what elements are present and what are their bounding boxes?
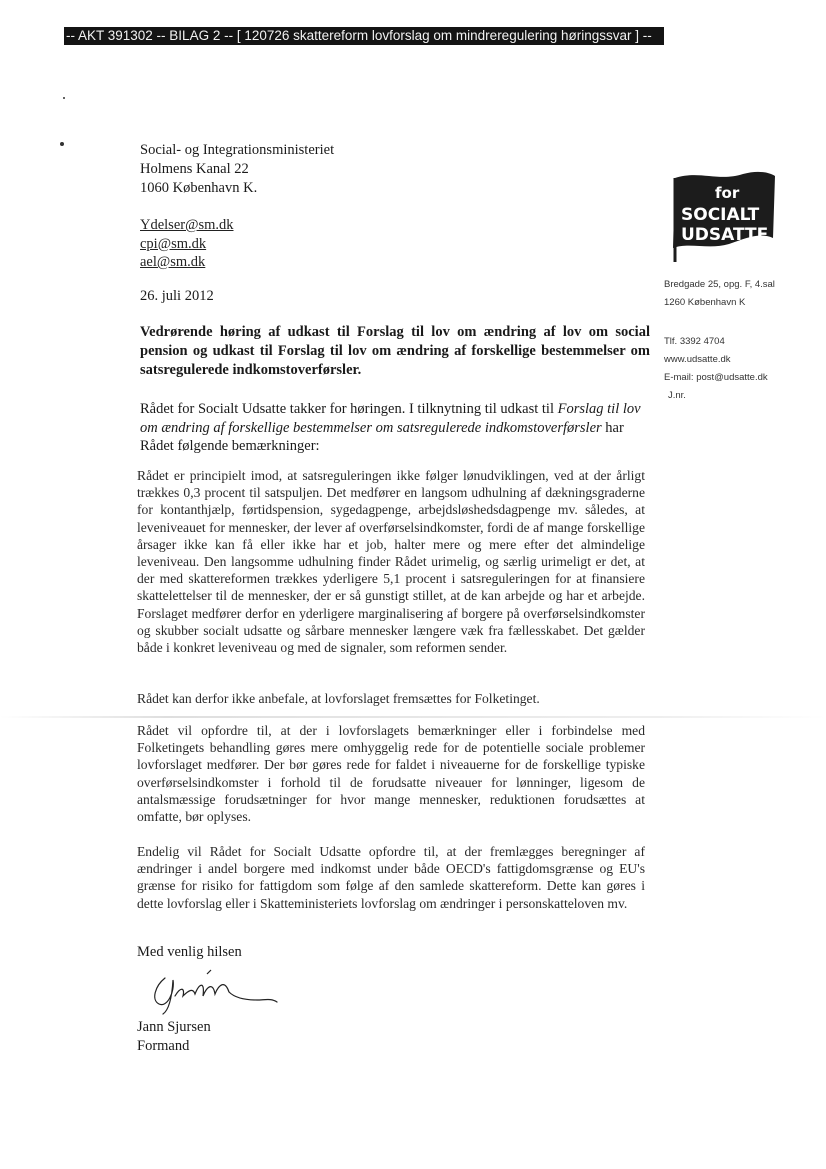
letter-subject: Vedrørende høring af udkast til Forslag til lov om ændring af lov om social pension og udkast til Forslag til lov om ændring af forskellige bestemmelser om satsregulerede indkomstoverførsler. [140,324,650,378]
socialt-udsatte-logo [669,168,779,264]
signer-title: Formand [137,1038,190,1054]
logo-word-for: for [715,184,740,202]
sender-city: 1260 København K [664,297,746,308]
logo-word-udsatte: UDSATTE [681,225,769,245]
sender-contact [664,333,768,405]
document-reference-banner: -- AKT 391302 -- BILAG 2 -- [ 120726 skattereform lovforslag om mindreregulering høringssvar ] -- [64,27,664,45]
recipient-street: Holmens Kanal 22 [140,161,249,177]
sender-email[interactable]: E-mail: post@udsatte.dk [664,372,768,383]
signer-name: Jann Sjursen [137,1019,211,1035]
closing-salutation: Med venlig hilsen [137,944,242,960]
intro-text: Rådet for Socialt Udsatte takker for høringen. I tilknytning til udkast til [140,401,558,417]
sender-street: Bredgade 25, opg. F, 4.sal [664,279,775,290]
sender-ref: J.nr. [668,390,686,401]
sender-web[interactable]: www.udsatte.dk [664,354,731,365]
recipient-address [140,141,334,198]
body-paragraph: Rådet er principielt imod, at satsreguleringen ikke følger lønudviklingen, ved at der årligt trækkes 0,3 procent til satspuljen. Det medfører en langsom udhulning af dækningsgraderne for kontanthjælp, førtidspension, sygedagpenge, arbejdsløshedsdagpenge mv. således, at leveniveauet for mennesker, der lever af overførselsindkomster, fordi de af mange forskellige årsager ikke kan få eller ikke har et job, halter mere og mere efter det almindelige leveniveau. Den langsomme udhulning finder Rådet urimelig, og særlig urimeligt er det, at der med skattereformen trækkes yderligere 5,1 procent i satsreguleringen for at finansiere skattelettelser til de mennesker, der er så gunstigt stillet, at de kan arbejde og har et arbejde. Forslaget medfører derfor en yderligere marginalisering af borgere på overførselsindkomster og skubber socialt udsatte og sårbare mennesker længere væk fra fællesskabet. Det gælder både i konkret leveniveau og med de signaler, som reformen sender. [137,468,645,656]
handwritten-signature [145,966,285,1016]
email-link[interactable]: Ydelser@sm.dk [140,217,234,233]
sender-address [664,276,775,312]
letter-date: 26. juli 2012 [140,288,214,304]
body-paragraph: Rådet vil opfordre til, at der i lovforslagets bemærkninger eller i forbindelse med Folketingets behandling gøres mere omhyggelig rede for de potentielle sociale problemer lovforslaget medfører. Der bør gøres rede for faldet i niveauerne for de forskellige typiske overførselsindkomster i forhold til de forudsatte niveauer for lønninger, ligesom de antalsmæssige forudsætninger for hvor mange mennesker, reduktionen forudsættes at omfatte, bør oplyses. [137,723,645,825]
email-link[interactable]: ael@sm.dk [140,254,206,270]
sender-phone: Tlf. 3392 4704 [664,336,725,347]
scan-artifact-line [0,716,826,718]
recipient-city: 1060 København K. [140,180,258,196]
signer-block [137,1018,211,1056]
body-paragraph: Endelig vil Rådet for Socialt Udsatte opfordre til, at der fremlægges beregninger af ændringer i andel borgere med indkomst under både OECD's fattigdomsgrænse og EU's grænse for risiko for fattigdom som følge af den samlede skattereform. Dette kan gøres i dette lovforslag eller i Skatteministeriets lovforslag om ændringer i personskatteloven mv. [137,844,645,911]
intro-paragraph [140,400,650,456]
email-link[interactable]: cpi@sm.dk [140,235,207,252]
scan-speck [63,97,65,99]
bill-title: Forslag til lov om ændring af forskellige bestemmelser om satsregulerede indkomstoverførsler [140,401,641,436]
recipient-name: Social- og Integrationsministeriet [140,142,335,158]
scan-speck [60,142,64,146]
logo-word-socialt: SOCIALT [681,205,760,225]
recipient-emails [140,216,234,272]
body-paragraph: Rådet kan derfor ikke anbefale, at lovforslaget fremsættes for Folketinget. [137,691,540,706]
intro-text-end: har Rådet følgende bemærkninger: [140,419,624,454]
